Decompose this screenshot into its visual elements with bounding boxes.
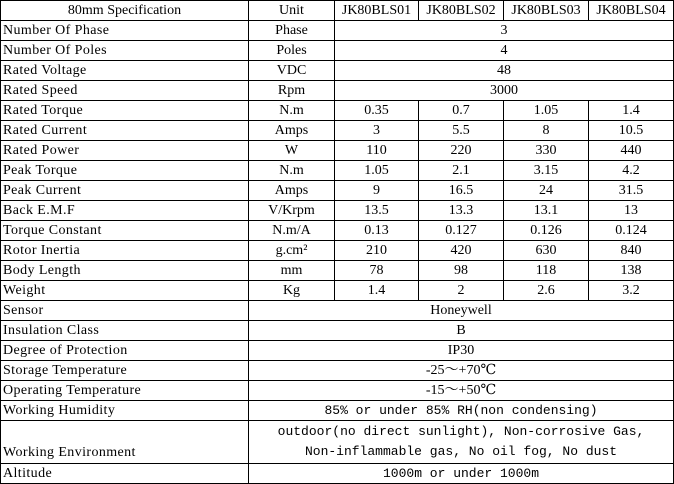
cell-model-4: 3.2 xyxy=(589,281,674,301)
cell-model-4: 13 xyxy=(589,201,674,221)
row-torque-constant xyxy=(1,221,674,241)
row-unit: VDC xyxy=(249,61,335,81)
row-working-humidity xyxy=(1,401,674,421)
row-value: B xyxy=(249,321,674,341)
row-label: Insulation Class xyxy=(1,321,249,341)
row-unit: V/Krpm xyxy=(249,201,335,221)
row-label: Sensor xyxy=(1,301,249,321)
row-peak-current xyxy=(1,181,674,201)
row-value: 1000m or under 1000m xyxy=(249,464,674,484)
row-label: Rated Voltage xyxy=(1,61,249,81)
cell-model-1: 0.35 xyxy=(335,101,419,121)
cell-model-1: 110 xyxy=(335,141,419,161)
cell-model-1: 0.13 xyxy=(335,221,419,241)
header-row xyxy=(1,1,674,21)
row-label: Altitude xyxy=(1,464,249,484)
header-spec: 80mm Specification xyxy=(1,1,249,21)
row-label: Rated Torque xyxy=(1,101,249,121)
row-body-length xyxy=(1,261,674,281)
row-value: 4 xyxy=(335,41,674,61)
cell-model-2: 13.3 xyxy=(419,201,504,221)
row-rotor-inertia xyxy=(1,241,674,261)
row-label: Operating Temperature xyxy=(1,381,249,401)
cell-model-1: 3 xyxy=(335,121,419,141)
row-value: -15～+50℃ xyxy=(249,381,674,401)
row-label: Rotor Inertia xyxy=(1,241,249,261)
cell-model-4: 138 xyxy=(589,261,674,281)
row-value: -25～+70℃ xyxy=(249,361,674,381)
cell-model-1: 13.5 xyxy=(335,201,419,221)
row-label: Peak Torque xyxy=(1,161,249,181)
cell-model-3: 0.126 xyxy=(504,221,589,241)
row-peak-torque xyxy=(1,161,674,181)
row-unit: Rpm xyxy=(249,81,335,101)
cell-model-1: 1.05 xyxy=(335,161,419,181)
row-value: 3 xyxy=(335,21,674,41)
cell-model-4: 440 xyxy=(589,141,674,161)
cell-model-3: 2.6 xyxy=(504,281,589,301)
cell-model-3: 3.15 xyxy=(504,161,589,181)
cell-model-3: 330 xyxy=(504,141,589,161)
row-rated-torque xyxy=(1,101,674,121)
row-unit: Poles xyxy=(249,41,335,61)
header-model-4: JK80BLS04 xyxy=(589,1,674,21)
row-unit: W xyxy=(249,141,335,161)
row-label: Storage Temperature xyxy=(1,361,249,381)
row-number-of-poles xyxy=(1,41,674,61)
header-model-2: JK80BLS02 xyxy=(419,1,504,21)
row-label: Rated Current xyxy=(1,121,249,141)
row-label: Degree of Protection xyxy=(1,341,249,361)
row-label: Torque Constant xyxy=(1,221,249,241)
row-value: 48 xyxy=(335,61,674,81)
row-value: IP30 xyxy=(249,341,674,361)
cell-model-4: 10.5 xyxy=(589,121,674,141)
cell-model-3: 630 xyxy=(504,241,589,261)
cell-model-2: 2 xyxy=(419,281,504,301)
row-unit: Kg xyxy=(249,281,335,301)
row-label: Rated Power xyxy=(1,141,249,161)
cell-model-3: 8 xyxy=(504,121,589,141)
row-operating-temperature xyxy=(1,381,674,401)
cell-model-4: 1.4 xyxy=(589,101,674,121)
row-unit: g.cm² xyxy=(249,241,335,261)
header-unit: Unit xyxy=(249,1,335,21)
header-model-1: JK80BLS01 xyxy=(335,1,419,21)
row-unit: mm xyxy=(249,261,335,281)
row-label: Body Length xyxy=(1,261,249,281)
header-model-3: JK80BLS03 xyxy=(504,1,589,21)
row-insulation-class xyxy=(1,321,674,341)
row-unit: Amps xyxy=(249,181,335,201)
row-rated-current xyxy=(1,121,674,141)
cell-model-2: 420 xyxy=(419,241,504,261)
cell-model-4: 31.5 xyxy=(589,181,674,201)
cell-model-4: 4.2 xyxy=(589,161,674,181)
cell-model-1: 1.4 xyxy=(335,281,419,301)
row-unit: Phase xyxy=(249,21,335,41)
row-value: Honeywell xyxy=(249,301,674,321)
row-rated-voltage xyxy=(1,61,674,81)
row-working-environment xyxy=(1,421,674,464)
row-label: Rated Speed xyxy=(1,81,249,101)
row-label: Working Humidity xyxy=(1,401,249,421)
row-label: Working Environment xyxy=(1,421,249,464)
row-unit: N.m xyxy=(249,101,335,121)
cell-model-1: 9 xyxy=(335,181,419,201)
cell-model-3: 24 xyxy=(504,181,589,201)
row-back-emf xyxy=(1,201,674,221)
cell-model-2: 0.127 xyxy=(419,221,504,241)
cell-model-2: 16.5 xyxy=(419,181,504,201)
row-rated-power xyxy=(1,141,674,161)
cell-model-4: 0.124 xyxy=(589,221,674,241)
cell-model-3: 13.1 xyxy=(504,201,589,221)
row-label: Weight xyxy=(1,281,249,301)
row-unit: N.m xyxy=(249,161,335,181)
row-value: 85% or under 85% RH(non condensing) xyxy=(249,401,674,421)
cell-model-2: 0.7 xyxy=(419,101,504,121)
row-degree-of-protection xyxy=(1,341,674,361)
row-label: Number Of Poles xyxy=(1,41,249,61)
environment-line-2: Non-inflammable gas, No oil fog, No dust xyxy=(304,444,618,459)
row-value: 3000 xyxy=(335,81,674,101)
cell-model-2: 2.1 xyxy=(419,161,504,181)
row-label: Number Of Phase xyxy=(1,21,249,41)
row-unit: Amps xyxy=(249,121,335,141)
row-number-of-phase xyxy=(1,21,674,41)
row-rated-speed xyxy=(1,81,674,101)
cell-model-2: 98 xyxy=(419,261,504,281)
cell-model-2: 220 xyxy=(419,141,504,161)
cell-model-3: 1.05 xyxy=(504,101,589,121)
environment-line-1: outdoor(no direct sunlight), Non-corrosive Gas, xyxy=(277,424,645,439)
row-weight xyxy=(1,281,674,301)
cell-model-1: 78 xyxy=(335,261,419,281)
row-altitude xyxy=(1,464,674,484)
row-value xyxy=(249,421,674,464)
cell-model-4: 840 xyxy=(589,241,674,261)
cell-model-1: 210 xyxy=(335,241,419,261)
cell-model-3: 118 xyxy=(504,261,589,281)
row-sensor xyxy=(1,301,674,321)
row-label: Back E.M.F xyxy=(1,201,249,221)
row-unit: N.m/A xyxy=(249,221,335,241)
row-label: Peak Current xyxy=(1,181,249,201)
cell-model-2: 5.5 xyxy=(419,121,504,141)
row-storage-temperature xyxy=(1,361,674,381)
